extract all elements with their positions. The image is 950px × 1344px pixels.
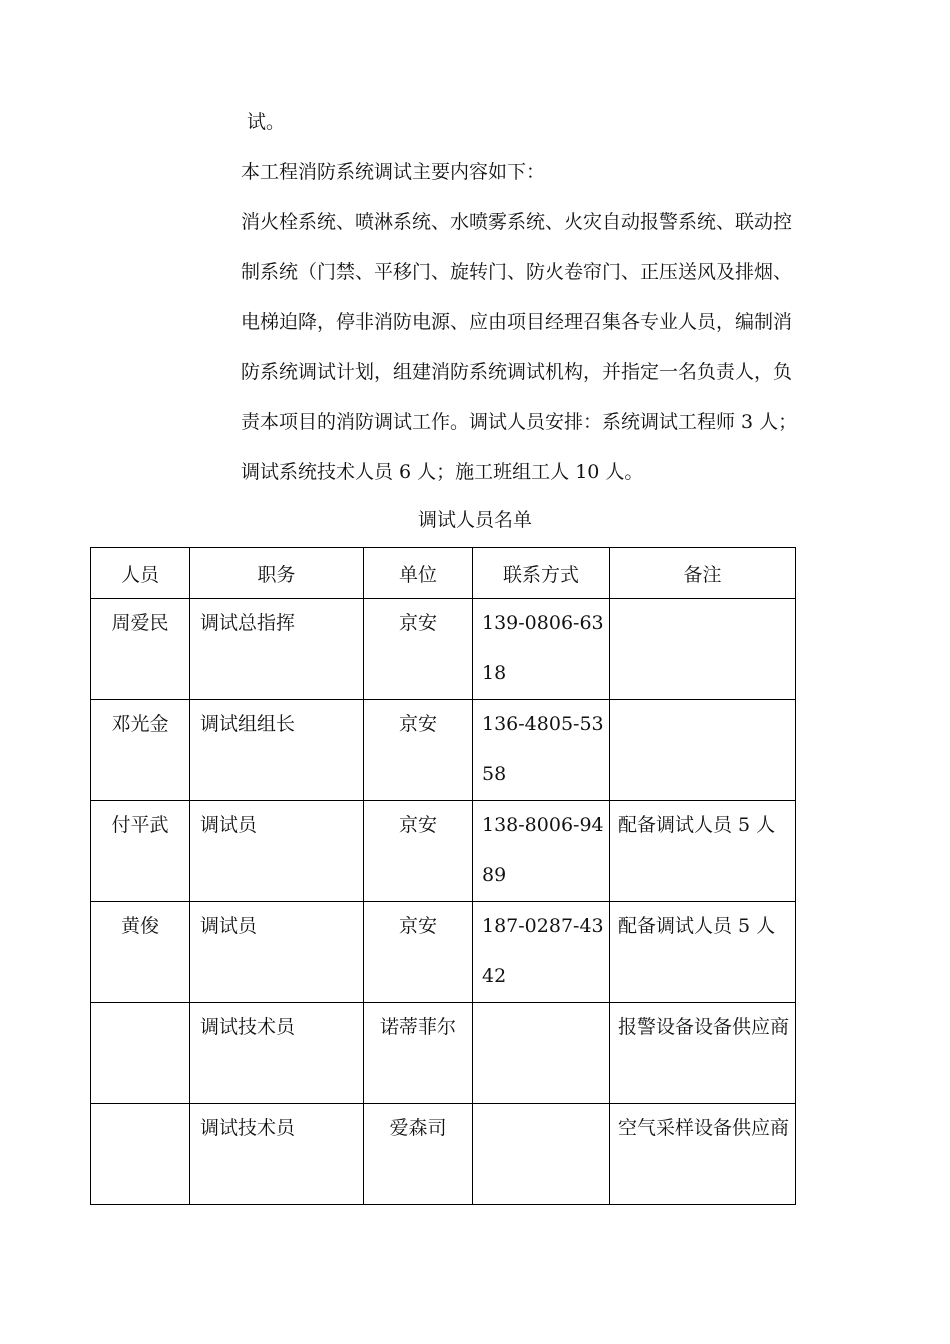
cell-unit: 京安 (364, 801, 473, 902)
cell-phone: 139-0806-6318 (473, 599, 610, 700)
cell-unit: 京安 (364, 700, 473, 801)
body-line-3: 消火栓系统、喷淋系统、水喷雾系统、火灾自动报警系统、联动控 (241, 211, 793, 233)
cell-role: 调试组组长 (190, 700, 364, 801)
body-line-4: 制系统（门禁、平移门、旋转门、防火卷帘门、正压送风及排烟、 (241, 261, 793, 283)
header-name: 人员 (91, 548, 190, 599)
body-line-6: 防系统调试计划，组建消防系统调试机构，并指定一名负责人，负 (241, 361, 793, 383)
table-row (91, 801, 796, 902)
body-line-5: 电梯迫降，停非消防电源、应由项目经理召集各专业人员，编制消 (241, 311, 793, 333)
table-row (91, 599, 796, 700)
cell-unit: 爱森司 (364, 1104, 473, 1205)
cell-note: 配备调试人员 5 人 (610, 801, 796, 902)
body-line-2: 本工程消防系统调试主要内容如下： (241, 161, 546, 183)
cell-role: 调试技术员 (190, 1104, 364, 1205)
table-row (91, 1104, 796, 1205)
body-line-1: 试。 (247, 111, 286, 133)
table-header-row (91, 548, 796, 599)
table-row (91, 1003, 796, 1104)
header-unit: 单位 (364, 548, 473, 599)
cell-note (610, 599, 796, 700)
cell-name: 黄俊 (91, 902, 190, 1003)
header-contact: 联系方式 (473, 548, 610, 599)
cell-role: 调试总指挥 (190, 599, 364, 700)
cell-note: 空气采样设备供应商 (610, 1104, 796, 1205)
cell-phone: 136-4805-5358 (473, 700, 610, 801)
cell-role: 调试技术员 (190, 1003, 364, 1104)
cell-role: 调试员 (190, 801, 364, 902)
cell-phone (473, 1104, 610, 1205)
cell-name (91, 1104, 190, 1205)
cell-name: 邓光金 (91, 700, 190, 801)
cell-role: 调试员 (190, 902, 364, 1003)
cell-unit: 京安 (364, 902, 473, 1003)
header-note: 备注 (610, 548, 796, 599)
cell-name: 周爱民 (91, 599, 190, 700)
cell-note (610, 700, 796, 801)
header-role: 职务 (190, 548, 364, 599)
cell-phone: 187-0287-4342 (473, 902, 610, 1003)
cell-phone (473, 1003, 610, 1104)
body-line-7: 责本项目的消防调试工作。调试人员安排：系统调试工程师 3 人； (241, 411, 798, 433)
body-line-8: 调试系统技术人员 6 人；施工班组工人 10 人。 (241, 461, 644, 483)
cell-unit: 京安 (364, 599, 473, 700)
cell-note: 配备调试人员 5 人 (610, 902, 796, 1003)
cell-name: 付平武 (91, 801, 190, 902)
cell-unit: 诺蒂菲尔 (364, 1003, 473, 1104)
table-row (91, 700, 796, 801)
cell-phone: 138-8006-9489 (473, 801, 610, 902)
personnel-table (90, 547, 796, 1205)
cell-note: 报警设备设备供应商 (610, 1003, 796, 1104)
table-title: 调试人员名单 (417, 509, 532, 531)
cell-name (91, 1003, 190, 1104)
table-row (91, 902, 796, 1003)
